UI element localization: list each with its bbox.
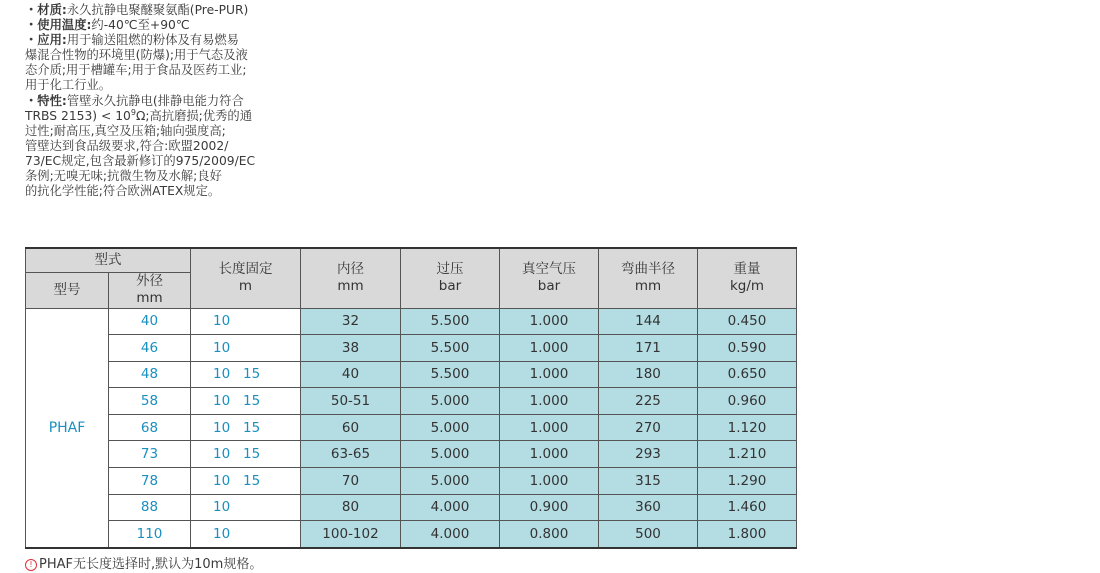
weight-cell: 1.290 <box>698 468 797 495</box>
spec-application-line: 爆混合性物的环境里(防爆);用于气态及液 <box>25 48 248 63</box>
inner-diameter-cell: 63-65 <box>301 441 401 468</box>
weight-cell: 1.210 <box>698 441 797 468</box>
vacuum-cell: 0.800 <box>500 521 599 548</box>
col-header-vacuum: 真空气压 bar <box>500 248 599 308</box>
length-cell <box>191 414 301 441</box>
bend-radius-cell: 360 <box>599 494 698 521</box>
outer-diameter-cell: 110 <box>109 521 191 548</box>
inner-diameter-cell: 40 <box>301 361 401 388</box>
outer-diameter-cell: 46 <box>109 335 191 362</box>
bend-radius-cell: 225 <box>599 388 698 415</box>
length-cell <box>191 308 301 335</box>
model-cell: PHAF <box>26 308 109 548</box>
spec-features-line: 管壁达到食品级要求,符合:欧盟2002/ <box>25 138 229 153</box>
table-row <box>26 494 797 521</box>
pressure-cell: 5.000 <box>401 441 500 468</box>
spec-features-line: 过性;耐高压,真空及压箱;轴向强度高; <box>25 123 226 138</box>
inner-diameter-cell: 70 <box>301 468 401 495</box>
col-header-weight: 重量 kg/m <box>698 248 797 308</box>
spec-temperature <box>25 18 300 33</box>
table-row <box>26 388 797 415</box>
spec-features <box>25 94 300 200</box>
col-header-length: 长度固定 m <box>191 248 301 308</box>
inner-diameter-cell: 80 <box>301 494 401 521</box>
table-row <box>26 521 797 548</box>
table-row <box>26 361 797 388</box>
vacuum-cell: 1.000 <box>500 414 599 441</box>
vacuum-cell: 1.000 <box>500 441 599 468</box>
col-header-outer-diameter: 外径 mm <box>109 272 191 308</box>
length-option: 15 <box>243 419 261 436</box>
table-row <box>26 468 797 495</box>
spec-temperature-label: ・使用温度: <box>25 18 92 33</box>
outer-diameter-cell: 48 <box>109 361 191 388</box>
weight-cell: 0.650 <box>698 361 797 388</box>
spec-application-line: 态介质;用于槽罐车;用于食品及医药工业; <box>25 63 247 78</box>
spec-material <box>25 3 300 18</box>
spec-table <box>25 247 797 549</box>
length-cell <box>191 361 301 388</box>
inner-diameter-cell: 60 <box>301 414 401 441</box>
bend-radius-cell: 293 <box>599 441 698 468</box>
vacuum-cell: 0.900 <box>500 494 599 521</box>
spec-features-line: 73/EC规定,包含最新修订的975/2009/EC <box>25 153 256 168</box>
spec-material-value: 永久抗静电聚醚聚氨酯(Pre-PUR) <box>66 3 249 17</box>
pressure-cell: 4.000 <box>401 521 500 548</box>
spec-features-line: Ω;高抗磨损;优秀的通 <box>135 108 253 123</box>
bend-radius-cell: 144 <box>599 308 698 335</box>
spec-application-line: 用于输送阻燃的粉体及有易燃易 <box>66 33 239 48</box>
spec-temperature-value: 约-40℃至+90℃ <box>91 18 190 33</box>
length-option: 10 <box>213 339 231 356</box>
pressure-cell: 5.000 <box>401 414 500 441</box>
outer-diameter-cell: 68 <box>109 414 191 441</box>
vacuum-cell: 1.000 <box>500 308 599 335</box>
length-option: 10 <box>213 393 231 410</box>
length-option: 10 <box>213 446 231 463</box>
length-cell <box>191 335 301 362</box>
length-option: 10 <box>213 472 231 489</box>
vacuum-cell: 1.000 <box>500 335 599 362</box>
length-cell <box>191 468 301 495</box>
length-option: 15 <box>243 472 261 489</box>
outer-diameter-cell: 88 <box>109 494 191 521</box>
spec-features-line: TRBS 2153) < 10 <box>25 108 131 123</box>
spec-features-line: 管壁永久抗静电(排静电能力符合 <box>66 93 244 108</box>
vacuum-cell: 1.000 <box>500 388 599 415</box>
spec-features-line: 条例;无嗅无味;抗微生物及水解;良好 <box>25 169 222 184</box>
spec-application-label: ・应用: <box>25 33 67 48</box>
length-option: 10 <box>213 313 231 330</box>
table-row <box>26 414 797 441</box>
spec-application-line: 用于化工行业。 <box>25 78 112 93</box>
length-option: 10 <box>213 526 231 543</box>
col-header-bend-radius: 弯曲半径 mm <box>599 248 698 308</box>
weight-cell: 0.450 <box>698 308 797 335</box>
table-row <box>26 335 797 362</box>
length-option: 15 <box>243 393 261 410</box>
pressure-cell: 5.500 <box>401 361 500 388</box>
table-row <box>26 308 797 335</box>
spec-description <box>25 3 300 199</box>
inner-diameter-cell: 38 <box>301 335 401 362</box>
weight-cell: 0.960 <box>698 388 797 415</box>
pressure-cell: 5.500 <box>401 335 500 362</box>
length-cell <box>191 494 301 521</box>
pressure-cell: 5.000 <box>401 468 500 495</box>
pressure-cell: 5.000 <box>401 388 500 415</box>
length-option: 10 <box>213 419 231 436</box>
length-option: 10 <box>213 366 231 383</box>
outer-diameter-cell: 58 <box>109 388 191 415</box>
bend-radius-cell: 270 <box>599 414 698 441</box>
length-cell <box>191 441 301 468</box>
inner-diameter-cell: 100-102 <box>301 521 401 548</box>
note-icon: ! <box>25 559 37 571</box>
weight-cell: 1.800 <box>698 521 797 548</box>
outer-diameter-cell: 40 <box>109 308 191 335</box>
spec-features-line: 的抗化学性能;符合欧洲ATEX规定。 <box>25 184 221 199</box>
vacuum-cell: 1.000 <box>500 361 599 388</box>
footnote-text: PHAF无长度选择时,默认为10m规格。 <box>39 557 263 572</box>
inner-diameter-cell: 50-51 <box>301 388 401 415</box>
outer-diameter-cell: 73 <box>109 441 191 468</box>
inner-diameter-cell: 32 <box>301 308 401 335</box>
bend-radius-cell: 500 <box>599 521 698 548</box>
bend-radius-cell: 315 <box>599 468 698 495</box>
table-row <box>26 441 797 468</box>
bend-radius-cell: 180 <box>599 361 698 388</box>
pressure-cell: 4.000 <box>401 494 500 521</box>
weight-cell: 1.120 <box>698 414 797 441</box>
col-header-pressure: 过压 bar <box>401 248 500 308</box>
weight-cell: 1.460 <box>698 494 797 521</box>
length-option: 10 <box>213 499 231 516</box>
spec-application <box>25 33 300 93</box>
vacuum-cell: 1.000 <box>500 468 599 495</box>
weight-cell: 0.590 <box>698 335 797 362</box>
spec-features-label: ・特性: <box>25 93 67 108</box>
spec-material-label: ・材质: <box>25 3 67 17</box>
length-option: 15 <box>243 446 261 463</box>
col-header-inner-diameter: 内径 mm <box>301 248 401 308</box>
length-option: 15 <box>243 366 261 383</box>
bend-radius-cell: 171 <box>599 335 698 362</box>
length-cell <box>191 521 301 548</box>
footnote <box>25 553 262 572</box>
length-cell <box>191 388 301 415</box>
group-header: 型式 <box>26 248 191 272</box>
spec-features-exponent: 9 <box>130 107 136 117</box>
pressure-cell: 5.500 <box>401 308 500 335</box>
col-header-model: 型号 <box>26 272 109 308</box>
outer-diameter-cell: 78 <box>109 468 191 495</box>
